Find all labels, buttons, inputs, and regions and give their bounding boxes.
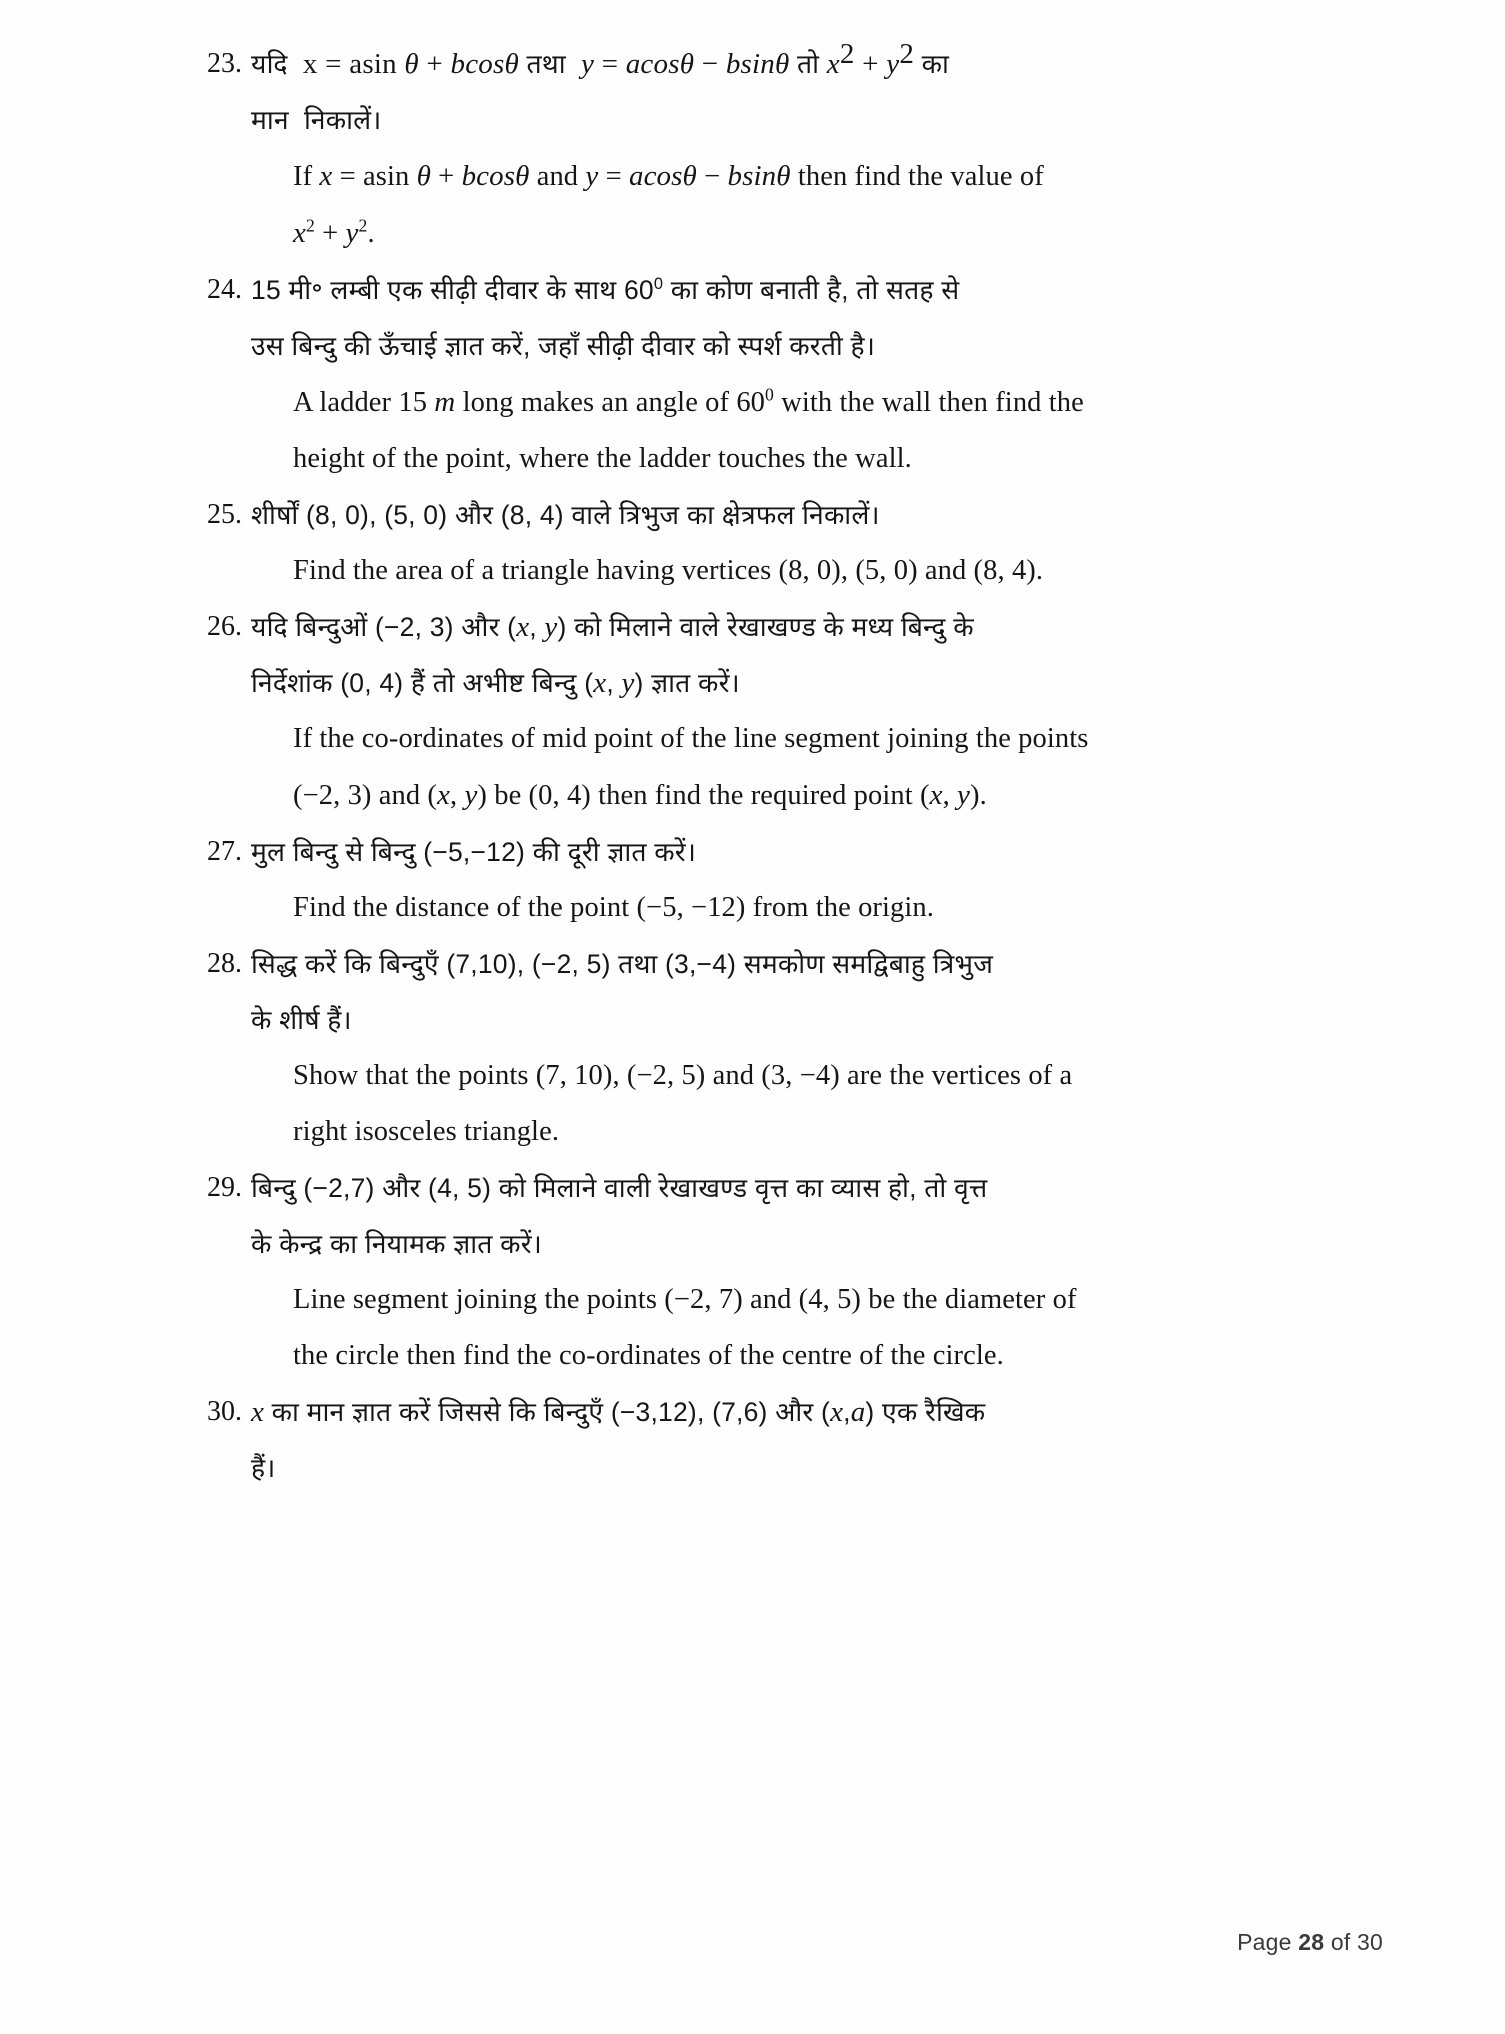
question-hindi-line: यदि x = asin θ + bcosθ तथा y = acosθ − bsinθ तो $x^2 + y^2$ का (251, 38, 950, 80)
question-body (251, 1384, 1292, 1496)
question-number: 23. (207, 48, 242, 79)
question-hindi-line: बिन्दु (−2,7) और (4, 5) को मिलाने वाली रेखाखण्ड वृत्त का व्यास हो, तो वृत्त (251, 1173, 988, 1203)
question-english-line: If x = asin θ + bcosθ and y = acosθ − bsinθ then find the value of (293, 160, 1044, 192)
question-item-25 (207, 487, 1292, 599)
question-hindi-line: यदि बिन्दुओं (−2, 3) और (x, y) को मिलाने वाले रेखाखण्ड के मध्य बिन्दु के (251, 611, 974, 643)
question-hindi-line: के केन्द्र का नियामक ज्ञात करें। (251, 1229, 542, 1259)
question-hindi-line: उस बिन्दु की ऊँचाई ज्ञात करें, जहाँ सीढ़ी दीवार को स्पर्श करती है। (251, 331, 876, 361)
question-body (251, 36, 1292, 262)
question-english-line: A ladder 15 m long makes an angle of $60^0$ with the wall then find the (293, 384, 1084, 418)
question-body (251, 824, 1292, 936)
question-hindi-line: 15 मी॰ लम्बी एक सीढ़ी दीवार के साथ $60^0$ का कोण बनाती है, तो सतह से (251, 275, 960, 305)
question-item-23 (207, 36, 1292, 262)
page-footer (1237, 1929, 1383, 1956)
question-body (251, 487, 1292, 599)
question-hindi-line: सिद्ध करें कि बिन्दुएँ (7,10), (−2, 5) तथा (3,−4) समकोण समद्विबाहु त्रिभुज (251, 949, 994, 979)
question-item-28 (207, 936, 1292, 1160)
question-item-24 (207, 262, 1292, 487)
question-hindi-line: मान निकालें। (251, 105, 382, 135)
question-body (251, 599, 1292, 824)
question-english-line: height of the point, where the ladder touches the wall. (293, 443, 912, 474)
question-hindi-line: के शीर्ष हैं। (251, 1005, 352, 1035)
question-hindi-line: हैं। (251, 1453, 276, 1483)
question-number: 28. (207, 948, 242, 979)
question-hindi-line: मुल बिन्दु से बिन्दु (−5,−12) की दूरी ज्ञात करें। (251, 837, 697, 867)
question-english-line: $x^2 + y^2$. (293, 215, 375, 249)
question-number: 25. (207, 499, 242, 530)
question-number: 30. (207, 1396, 242, 1427)
question-body (251, 1160, 1292, 1384)
question-english-line: Show that the points (7, 10), (−2, 5) and (3, −4) are the vertices of a (293, 1060, 1073, 1091)
footer-prefix: Page (1237, 1929, 1292, 1955)
question-item-29 (207, 1160, 1292, 1384)
question-number: 27. (207, 836, 242, 867)
question-body (251, 262, 1292, 487)
question-english-line: If the co-ordinates of mid point of the line segment joining the points (293, 723, 1089, 754)
question-item-27 (207, 824, 1292, 936)
question-english-line: right isosceles triangle. (293, 1116, 560, 1147)
question-number: 24. (207, 274, 242, 305)
question-english-line: Line segment joining the points (−2, 7) and (4, 5) be the diameter of (293, 1284, 1077, 1315)
question-english-line: Find the distance of the point (−5, −12) from the origin. (293, 892, 934, 923)
question-english-line: Find the area of a triangle having vertices (8, 0), (5, 0) and (8, 4). (293, 555, 1044, 586)
question-item-26 (207, 599, 1292, 824)
question-number: 29. (207, 1172, 242, 1203)
question-list (207, 36, 1292, 1496)
footer-current-page: 28 (1298, 1929, 1325, 1955)
question-hindi-line: x का मान ज्ञात करें जिससे कि बिन्दुएँ (−3,12), (7,6) और (x,a) एक रैखिक (251, 1396, 986, 1428)
footer-middle: of (1330, 1929, 1351, 1955)
question-body (251, 936, 1292, 1160)
footer-total-pages: 30 (1357, 1929, 1383, 1955)
question-english-line: the circle then find the co-ordinates of the centre of the circle. (293, 1340, 1004, 1371)
question-hindi-line: निर्देशांक (0, 4) हैं तो अभीष्ट बिन्दु (x, y) ज्ञात करें। (251, 667, 740, 699)
question-hindi-line: शीर्षों (8, 0), (5, 0) और (8, 4) वाले त्रिभुज का क्षेत्रफल निकालें। (251, 500, 880, 530)
question-english-line: (−2, 3) and (x, y) be (0, 4) then find the required point (x, y). (293, 779, 987, 811)
question-number: 26. (207, 611, 242, 642)
question-item-30 (207, 1384, 1292, 1496)
